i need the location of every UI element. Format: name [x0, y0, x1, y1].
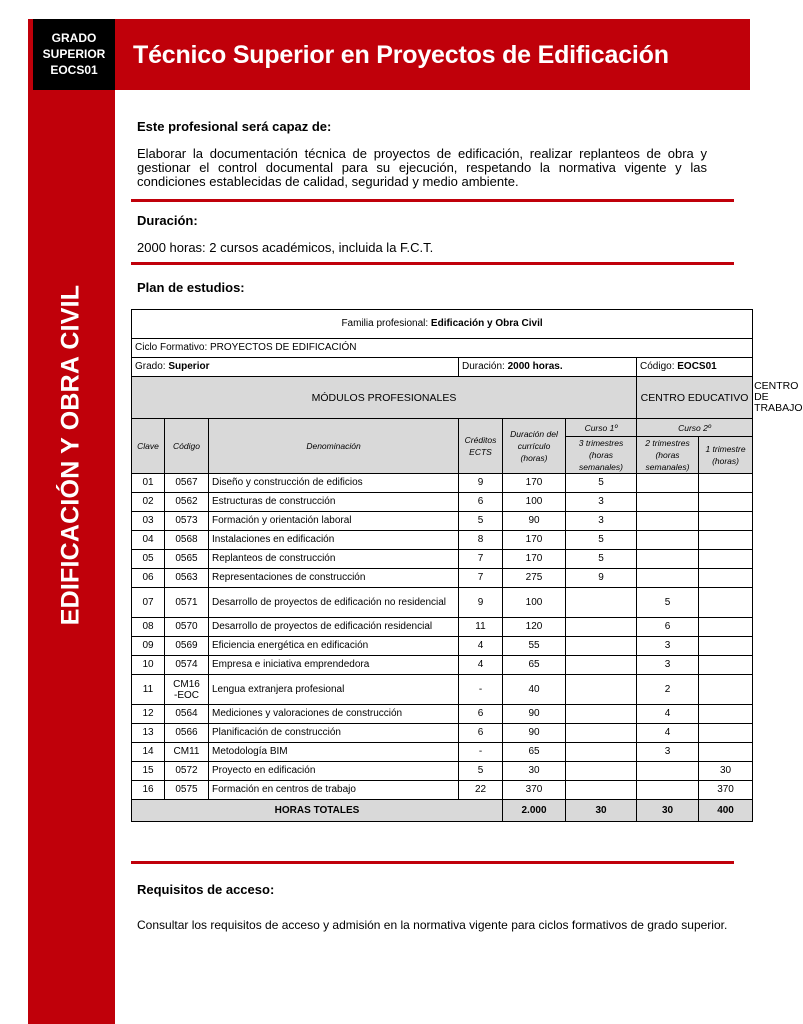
cell-denominacion: Instalaciones en edificación [209, 531, 459, 550]
code-line-grado: GRADO [51, 31, 97, 45]
cell-c1: 3 [566, 493, 637, 512]
cell-denominacion: Lengua extranjera profesional [209, 675, 459, 705]
cell-clave: 12 [132, 705, 165, 724]
cell-c2: 3 [637, 656, 699, 675]
cell-codigo: 0567 [165, 474, 209, 493]
cell-ct: 30 [699, 762, 753, 781]
family-cell: Familia profesional: Edificación y Obra Civil [132, 310, 753, 339]
col-curso1: Curso 1º [566, 419, 637, 437]
code-line-level: SUPERIOR [42, 47, 106, 61]
modules-header: MÓDULOS PROFESIONALES [132, 377, 637, 419]
profile-text: Elaborar la documentación técnica de proyectos de edificación, realizar replanteos de obra y gestionar el control documental para su ejecución, respetando la normativa vigente y las condiciones establecidas de calidad, seguridad y medio ambiente. [137, 146, 707, 189]
table-row [132, 743, 753, 762]
cell-creditos: 9 [459, 474, 503, 493]
table-row [132, 588, 753, 618]
table-row [132, 724, 753, 743]
cell-duracion: 65 [503, 656, 566, 675]
cell-c1 [566, 781, 637, 800]
totals-curso2: 30 [637, 800, 699, 822]
cell-duracion: 90 [503, 724, 566, 743]
cell-duracion: 120 [503, 618, 566, 637]
col-codigo: Código [165, 419, 209, 474]
cell-denominacion: Diseño y construcción de edificios [209, 474, 459, 493]
cell-creditos: - [459, 675, 503, 705]
cell-c1 [566, 637, 637, 656]
cell-creditos: 11 [459, 618, 503, 637]
col-curso2: Curso 2º [637, 419, 753, 437]
cell-denominacion: Desarrollo de proyectos de edificación residencial [209, 618, 459, 637]
cell-codigo: 0570 [165, 618, 209, 637]
cell-ct: 370 [699, 781, 753, 800]
family-vertical-title: EDIFICACIÓN Y OBRA CIVIL [56, 284, 85, 626]
cell-duracion: 30 [503, 762, 566, 781]
cell-c1 [566, 656, 637, 675]
cell-clave: 16 [132, 781, 165, 800]
section-divider [131, 199, 734, 202]
cell-denominacion: Formación en centros de trabajo [209, 781, 459, 800]
cell-c2: 3 [637, 637, 699, 656]
col-clave: Clave [132, 419, 165, 474]
cell-ct [699, 493, 753, 512]
cell-clave: 05 [132, 550, 165, 569]
cell-codigo: 0562 [165, 493, 209, 512]
duration-cell: Duración: 2000 horas. [459, 358, 637, 377]
cell-denominacion: Planificación de construcción [209, 724, 459, 743]
section-divider [131, 861, 734, 864]
cell-denominacion: Desarrollo de proyectos de edificación no residencial [209, 588, 459, 618]
cell-ct [699, 637, 753, 656]
cell-creditos: 6 [459, 705, 503, 724]
cell-codigo: 0574 [165, 656, 209, 675]
cell-c2 [637, 531, 699, 550]
cell-c2 [637, 512, 699, 531]
cell-codigo: 0573 [165, 512, 209, 531]
table-row [132, 569, 753, 588]
cell-ct [699, 743, 753, 762]
access-text: Consultar los requisitos de acceso y admisión en la normativa vigente para ciclos formativos de grado superior. [137, 918, 728, 932]
table-row [132, 474, 753, 493]
duration-text: 2000 horas: 2 cursos académicos, incluida la F.C.T. [137, 240, 434, 255]
cell-c2 [637, 781, 699, 800]
cell-ct [699, 512, 753, 531]
cell-clave: 13 [132, 724, 165, 743]
cell-clave: 01 [132, 474, 165, 493]
cell-ct [699, 675, 753, 705]
cell-duracion: 90 [503, 512, 566, 531]
cell-duracion: 55 [503, 637, 566, 656]
cell-c2 [637, 474, 699, 493]
cell-denominacion: Metodología BIM [209, 743, 459, 762]
table-row [132, 531, 753, 550]
cell-codigo: 0565 [165, 550, 209, 569]
cell-c1: 5 [566, 550, 637, 569]
table-row [132, 637, 753, 656]
cell-denominacion: Empresa e iniciativa emprendedora [209, 656, 459, 675]
cell-clave: 11 [132, 675, 165, 705]
cell-c1: 5 [566, 531, 637, 550]
cell-codigo: CM16 -EOC [165, 675, 209, 705]
cell-creditos: 6 [459, 724, 503, 743]
cell-codigo: 0572 [165, 762, 209, 781]
cell-creditos: 7 [459, 550, 503, 569]
cycle-cell: Ciclo Formativo: PROYECTOS DE EDIFICACIÓN [132, 339, 753, 358]
profile-heading: Este profesional será capaz de: [137, 119, 332, 134]
cell-c1: 3 [566, 512, 637, 531]
cell-denominacion: Mediciones y valoraciones de construcción [209, 705, 459, 724]
totals-curso1: 30 [566, 800, 637, 822]
col-curso1-sub: 3 trimestres (horas semanales) [566, 437, 637, 474]
cell-clave: 03 [132, 512, 165, 531]
cell-clave: 08 [132, 618, 165, 637]
duration-heading: Duración: [137, 213, 198, 228]
cell-duracion: 170 [503, 531, 566, 550]
cell-denominacion: Representaciones de construcción [209, 569, 459, 588]
col-curso2-sub: 2 trimestres (horas semanales) [637, 437, 699, 474]
table-row [132, 762, 753, 781]
cell-duracion: 370 [503, 781, 566, 800]
totals-work: 400 [699, 800, 753, 822]
cell-clave: 10 [132, 656, 165, 675]
cell-creditos: - [459, 743, 503, 762]
cell-c2 [637, 550, 699, 569]
cell-codigo: 0568 [165, 531, 209, 550]
cell-c1 [566, 618, 637, 637]
cell-c1: 5 [566, 474, 637, 493]
cell-codigo: 0564 [165, 705, 209, 724]
cell-codigo: 0563 [165, 569, 209, 588]
cell-codigo: 0566 [165, 724, 209, 743]
cell-c2: 6 [637, 618, 699, 637]
cell-denominacion: Eficiencia energética en edificación [209, 637, 459, 656]
col-denominacion: Denominación [209, 419, 459, 474]
cell-c1 [566, 588, 637, 618]
cell-duracion: 170 [503, 474, 566, 493]
cell-clave: 09 [132, 637, 165, 656]
cell-c1: 9 [566, 569, 637, 588]
cell-codigo: 0569 [165, 637, 209, 656]
cell-c1 [566, 675, 637, 705]
cell-c2: 5 [637, 588, 699, 618]
cell-c1 [566, 743, 637, 762]
cell-c2: 4 [637, 724, 699, 743]
table-row [132, 705, 753, 724]
cell-codigo: 0571 [165, 588, 209, 618]
table-row [132, 656, 753, 675]
table-row [132, 493, 753, 512]
col-creditos: Créditos ECTS [459, 419, 503, 474]
cell-duracion: 90 [503, 705, 566, 724]
cell-ct [699, 531, 753, 550]
cell-c1 [566, 724, 637, 743]
cell-ct [699, 724, 753, 743]
cycle-code-box [33, 19, 115, 90]
cell-ct [699, 588, 753, 618]
cell-c2: 4 [637, 705, 699, 724]
totals-duracion: 2.000 [503, 800, 566, 822]
page-title: Técnico Superior en Proyectos de Edificación [133, 41, 669, 69]
cell-c2: 3 [637, 743, 699, 762]
cell-ct [699, 656, 753, 675]
cell-creditos: 9 [459, 588, 503, 618]
cell-clave: 14 [132, 743, 165, 762]
grade-cell: Grado: Superior [132, 358, 459, 377]
table-row [132, 781, 753, 800]
plan-heading: Plan de estudios: [137, 280, 245, 295]
col-work-sub: 1 trimestre (horas) [699, 437, 753, 474]
cell-creditos: 8 [459, 531, 503, 550]
cell-creditos: 6 [459, 493, 503, 512]
cell-duracion: 275 [503, 569, 566, 588]
cell-denominacion: Formación y orientación laboral [209, 512, 459, 531]
cell-creditos: 7 [459, 569, 503, 588]
cell-ct [699, 550, 753, 569]
section-divider [131, 262, 734, 265]
totals-label: HORAS TOTALES [132, 800, 503, 822]
cell-creditos: 5 [459, 762, 503, 781]
table-row [132, 675, 753, 705]
cell-creditos: 4 [459, 637, 503, 656]
cell-c2: 2 [637, 675, 699, 705]
cell-codigo: CM11 [165, 743, 209, 762]
cell-duracion: 65 [503, 743, 566, 762]
cell-clave: 07 [132, 588, 165, 618]
center-header: CENTRO EDUCATIVO [637, 377, 753, 419]
cell-clave: 15 [132, 762, 165, 781]
cell-duracion: 100 [503, 493, 566, 512]
cell-clave: 04 [132, 531, 165, 550]
cell-clave: 06 [132, 569, 165, 588]
cell-creditos: 5 [459, 512, 503, 531]
study-plan-table: Familia profesional: Edificación y Obra Civil Ciclo Formativo: PROYECTOS DE EDIFICACIÓN Grado: Superior Duración: 2000 horas. Código: EOCS01 MÓDULOS PROFESIONALES CENTRO EDUCATIVO CENTRO DE TRABAJO Clave Código Denominación Créditos ECTS Duración del currículo (horas) Curso 1º Curso 2º 3 trimestres (horas semanales) 2 trimestres (horas semanales) 1 trimestre (horas) 01 0567 Diseño y construcción de edificios 9 170 5 02 0562 Estructuras de construcción 6 100 3 03 0573 Formación y orientación laboral 5 90 3 04 0568 Instalaciones en edificación 8 170 5 05 0565 Replanteos de construcción 7 170 5 06 0563 Representaciones de construcción 7 275 9 07 0571 Desarrollo de proyectos de edificación no residencial 9 100 5 08 0570 Desarrollo de proyectos de edificación residencial 11 120 6 09 0569 Eficiencia energética en edificación 4 55 3 10 0574 Empresa e iniciativa emprendedora 4 65 3 11 CM16 -EOC Lengua extranjera profesional - 40 2 12 0564 Mediciones y valoraciones de construcción 6 90 4 13 0566 Planificación de construcción 6 90 4 14 CM11 Metodología BIM - 65 3 15 0572 Proyecto en edificación 5 30 30 16 0575 Formación en centros de trabajo 22 370 370 HORAS TOTALES 2.000 30 30 400 [131, 309, 753, 822]
cell-ct [699, 474, 753, 493]
cell-ct [699, 705, 753, 724]
table-row [132, 550, 753, 569]
cell-duracion: 100 [503, 588, 566, 618]
code-line-code: EOCS01 [50, 63, 98, 77]
cell-codigo: 0575 [165, 781, 209, 800]
cell-c2 [637, 493, 699, 512]
cell-clave: 02 [132, 493, 165, 512]
cell-c1 [566, 705, 637, 724]
cell-denominacion: Proyecto en edificación [209, 762, 459, 781]
cell-creditos: 4 [459, 656, 503, 675]
cell-c1 [566, 762, 637, 781]
cell-denominacion: Estructuras de construcción [209, 493, 459, 512]
col-duracion: Duración del currículo (horas) [503, 419, 566, 474]
access-heading: Requisitos de acceso: [137, 882, 275, 897]
table-row [132, 512, 753, 531]
table-row [132, 618, 753, 637]
cell-creditos: 22 [459, 781, 503, 800]
cell-c2 [637, 762, 699, 781]
cell-duracion: 40 [503, 675, 566, 705]
cell-duracion: 170 [503, 550, 566, 569]
cell-denominacion: Replanteos de construcción [209, 550, 459, 569]
cell-c2 [637, 569, 699, 588]
code-cell: Código: EOCS01 [637, 358, 753, 377]
cell-ct [699, 618, 753, 637]
cell-ct [699, 569, 753, 588]
module-rows [132, 474, 753, 800]
